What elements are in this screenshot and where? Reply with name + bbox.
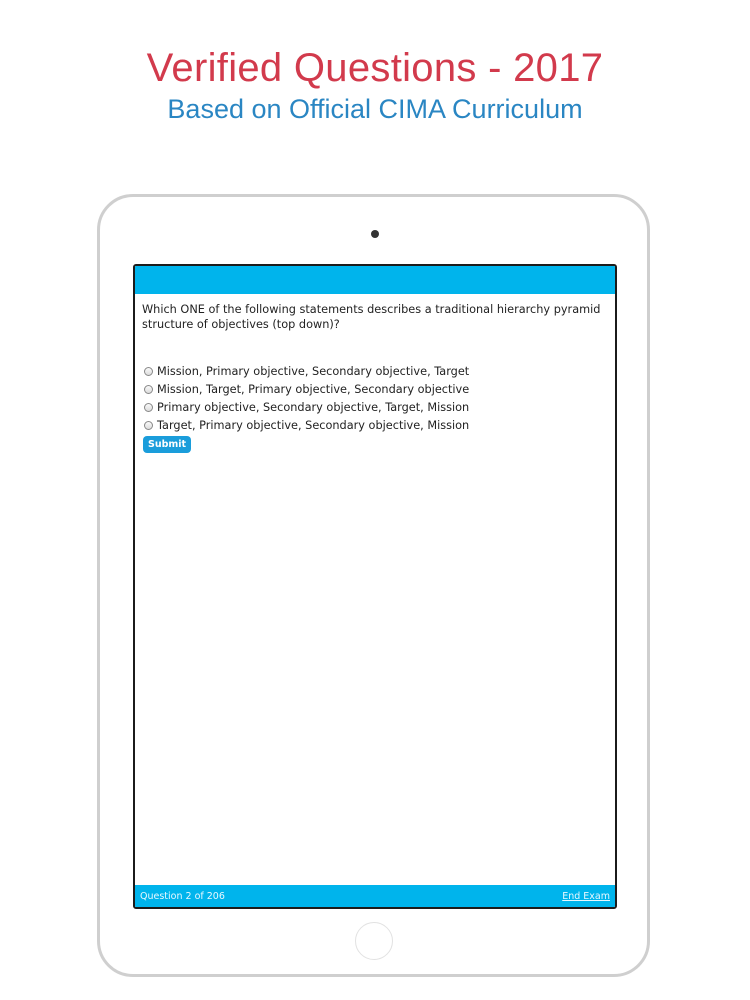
radio-button[interactable] (144, 385, 153, 394)
top-bar (135, 266, 615, 294)
option-label: Mission, Primary objective, Secondary objective, Target (157, 364, 470, 378)
question-progress: Question 2 of 206 (140, 890, 225, 902)
answer-options (135, 362, 615, 434)
option-label: Primary objective, Secondary objective, Target, Mission (157, 400, 470, 414)
end-exam-link[interactable]: End Exam (562, 890, 610, 902)
radio-button[interactable] (144, 403, 153, 412)
answer-option[interactable] (144, 398, 615, 416)
app-screen (133, 264, 617, 909)
option-label: Target, Primary objective, Secondary objective, Mission (157, 418, 470, 432)
answer-option[interactable] (144, 416, 615, 434)
home-button (355, 922, 393, 960)
answer-option[interactable] (144, 380, 615, 398)
submit-button[interactable]: Submit (143, 436, 191, 453)
promo-subline: Based on Official CIMA Curriculum (167, 94, 583, 124)
radio-button[interactable] (144, 367, 153, 376)
promo-headline: Verified Questions - 2017 (146, 46, 604, 90)
radio-button[interactable] (144, 421, 153, 430)
camera-icon (371, 230, 379, 238)
option-label: Mission, Target, Primary objective, Secondary objective (157, 382, 470, 396)
question-text: Which ONE of the following statements describes a traditional hierarchy pyramid structure of objectives (top down)? (142, 303, 601, 331)
answer-option[interactable] (144, 362, 615, 380)
footer-bar (135, 885, 615, 907)
